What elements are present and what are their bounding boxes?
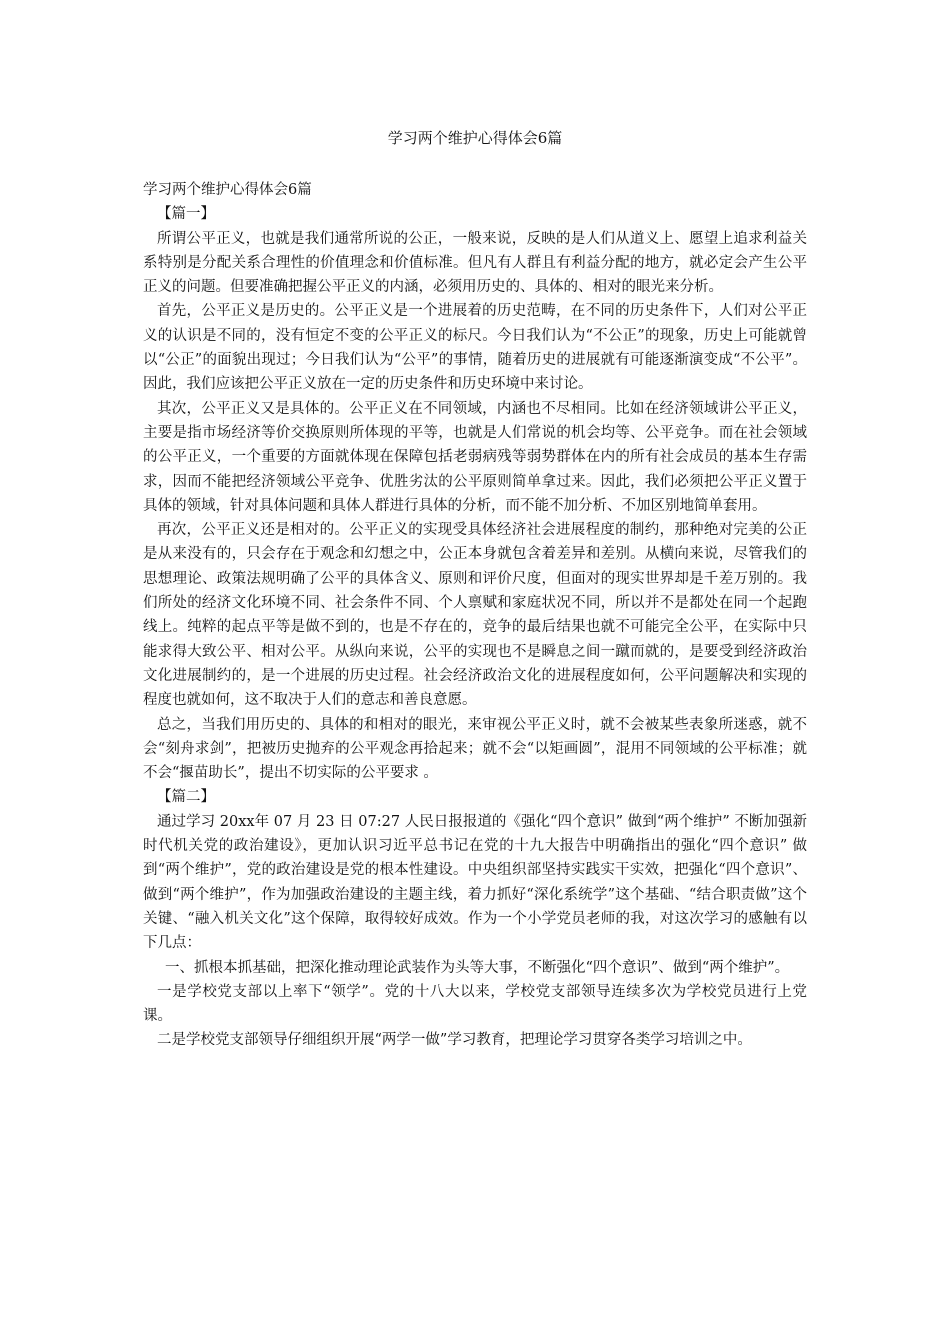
section1-paragraph-2: 首先，公平正义是历史的。公平正义是一个进展着的历史范畴，在不同的历史条件下，人们对公平正义的认识是不同的，没有恒定不变的公平正义的标尺。今日我们认为“不公正”的现象，历史上可能就曾以“公正”的面貌出现过；今日我们认为“公平”的事情，随着历史的进展就有可能逐渐演变成“不公平”。因此，我们应该把公平正义放在一定的历史条件和历史环境中来讨论。 (143, 303, 807, 393)
section2-paragraph-1: 通过学习 20xx年 07 月 23 日 07:27 人民日报报道的《强化“四个意识” 做到“两个维护” 不断加强新时代机关党的政治建设》，更加认识习近平总书记在党的十九大报告中明确指出的强化“四个意识” 做到“两个维护”，党的政治建设是党的根本性建设。中央组织部坚持实践实干实效，把强化“四个意识”、做到“两个维护”，作为加强政治建设的主题主线，着力抓好“深化系统学”这个基础、“结合职责做”这个关键、“融入机关文化”这个保障，取得较好成效。作为一个小学党员老师的我，对这次学习的感触有以下几点： (143, 813, 807, 952)
section2-paragraph-4: 二是学校党支部领导仔细组织开展“两学一做”学习教育，把理论学习贯穿各类学习培训之中。 (157, 1032, 752, 1049)
section1-paragraph-4: 再次，公平正义还是相对的。公平正义的实现受具体经济社会进展程度的制约，那种绝对完美的公正是从来没有的，只会存在于观念和幻想之中，公正本身就包含着差异和差别。从横向来说，尽管我们的思想理论、政策法规明确了公平的具体含义、原则和评价尺度，但面对的现实世界却是千差万别的。我们所处的经济文化环境不同、社会条件不同、个人禀赋和家庭状况不同，所以并不是都处在同一个起跑线上。纯粹的起点平等是做不到的，也是不存在的，竞争的最后结果也就不可能完全公平，在实际中只能求得大致公平、相对公平。从纵向来说，公平的实现也不是瞬息之间一蹴而就的，是要受到经济政治文化进展制约的，是一个进展的历史过程。社会经济政治文化的进展程度如何，公平问题解决和实现的程度也就如何，这不取决于人们的意志和善良意愿。 (143, 522, 807, 709)
section-heading-1: 【篇一】 (157, 206, 215, 223)
section2-paragraph-3: 一是学校党支部以上率下“领学”。党的十八大以来，学校党支部领导连续多次为学校党员进行上党课。 (143, 983, 807, 1025)
section1-paragraph-5: 总之，当我们用历史的、具体的和相对的眼光，来审视公平正义时，就不会被某些表象所迷惑，就不会“刻舟求剑”，把被历史抛弃的公平观念再拾起来；就不会“以矩画圆”，混用不同领域的公平标准；就不会“揠苗助长”，提出不切实际的公平要求 。 (143, 716, 807, 782)
section-heading-2: 【篇二】 (157, 789, 215, 806)
document-subtitle: 学习两个维护心得体会6篇 (143, 182, 312, 198)
document-body (143, 178, 807, 1053)
section2-paragraph-2: 一、抓根本抓基础，把深化推动理论武装作为头等大事，不断强化“四个意识”、做到“两个维护”。 (165, 959, 790, 976)
section1-paragraph-3: 其次，公平正义又是具体的。公平正义在不同领域，内涵也不尽相同。比如在经济领域讲公平正义，主要是指市场经济等价交换原则所体现的平等，也就是人们常说的机会均等、公平竞争。而在社会领域的公平正义，一个重要的方面就体现在保障包括老弱病残等弱势群体在内的所有社会成员的基本生存需求，因而不能把经济领域公平竞争、优胜劣汰的公平原则简单拿过来。因此，我们必须把公平正义置于具体的领域，针对具体问题和具体人群进行具体的分析，而不能不加分析、不加区别地简单套用。 (143, 400, 807, 514)
document-title: 学习两个维护心得体会6篇 (387, 129, 563, 147)
section1-paragraph-1: 所谓公平正义，也就是我们通常所说的公正，一般来说，反映的是人们从道义上、愿望上追求利益关系特别是分配关系合理性的价值理念和价值标准。但凡有人群且有利益分配的地方，就必定会产生公平正义的问题。但要准确把握公平正义的内涵，必须用历史的、具体的、相对的眼光来分析。 (143, 230, 807, 296)
